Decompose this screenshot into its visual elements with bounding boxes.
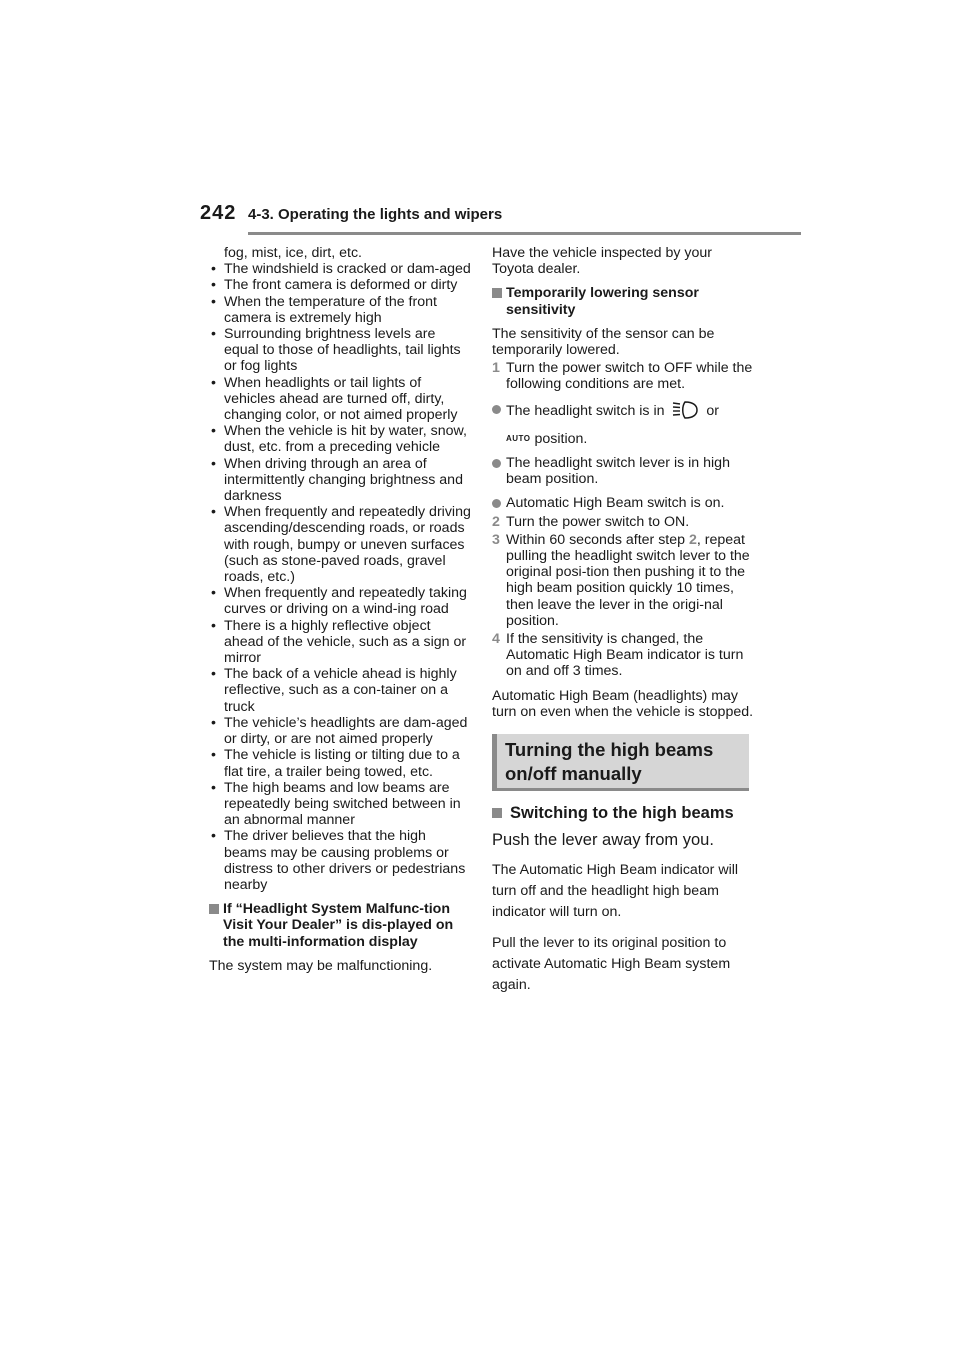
- list-item: • When the temperature of the front camera is extremely high: [211, 293, 437, 326]
- condition-headlight-switch: The headlight switch is in or AUTO position.: [492, 401, 754, 447]
- list-item: • When headlights or tail lights of vehicles ahead are turned off, dirty, changing color, or not aimed properly: [211, 374, 458, 424]
- list-item: • When frequently and repeatedly taking curves or driving on a wind-ing road: [211, 585, 467, 618]
- push-instruction: Push the lever away from you.: [492, 831, 714, 850]
- condition-list: [209, 261, 471, 893]
- circle-bullet-icon: [492, 459, 501, 468]
- step-1: 1 Turn the power switch to OFF while the following conditions are met.: [492, 360, 753, 393]
- list-item: • When frequently and repeatedly driving ascending/descending roads, or roads with rough, bumpy or uneven surfaces (such as stone-paved roads, gravel roads, etc.): [211, 504, 471, 586]
- result-text: The Automatic High Beam indicator will turn off and the headlight high beam indicator will turn on.: [492, 862, 739, 921]
- sensitivity-text: The sensitivity of the sensor can be temporarily lowered.: [492, 325, 715, 359]
- list-item: • When driving through an area of intermittently changing brightness and darkness: [211, 455, 463, 505]
- list-item: • The vehicle is listing or tilting due to a flat tire, a trailer being towed, etc.: [211, 747, 460, 780]
- list-item: • The high beams and low beams are repeatedly being switched between in an abnormal manner: [211, 779, 461, 829]
- step-2: 2 Turn the power switch to ON.: [492, 513, 690, 530]
- right-column: [492, 245, 754, 996]
- list-item: • The driver believes that the high beams may be causing problems or distress to other drivers or pedestrians nearby: [211, 828, 466, 893]
- section-heading-box: Turning the high beams on/off manually: [492, 734, 749, 791]
- list-item: • The windshield is cracked or dam-aged: [211, 261, 471, 278]
- step-3: 3 Within 60 seconds after step 2, repeat pulling the headlight switch lever to the original posi-tion then pushing it to the high beam position quickly 10 times, then leave the lever in the origi-nal position.: [492, 531, 750, 629]
- page-number: 242: [200, 202, 237, 224]
- intro-text: Have the vehicle inspected by your Toyota dealer.: [492, 245, 713, 278]
- left-column: [209, 245, 471, 974]
- pull-text: Pull the lever to its original position to activate Automatic High Beam system again.: [492, 935, 731, 994]
- sensitivity-heading: Temporarily lowering sensor sensitivity: [492, 285, 754, 317]
- circle-bullet-icon: [492, 499, 501, 508]
- continuation-text: fog, mist, ice, dirt, etc.: [224, 245, 362, 261]
- condition-lever-position: The headlight switch lever is in high beam position.: [492, 455, 754, 487]
- malfunction-heading: If “Headlight System Malfunc-tion Visit Your Dealer” is dis-played on the multi-information display: [209, 901, 471, 950]
- list-item: • Surrounding brightness levels are equal to those of headlights, tail lights or fog lights: [211, 326, 461, 375]
- switch-heading: Switching to the high beams: [492, 803, 754, 824]
- headlight-icon: [672, 401, 698, 423]
- step-4: 4 If the sensitivity is changed, the Automatic High Beam indicator is turn on and off 3 times.: [492, 631, 744, 680]
- list-item: • The back of a vehicle ahead is highly reflective, such as a con-tainer on a truck: [211, 666, 457, 715]
- list-item: • When the vehicle is hit by water, snow, dust, etc. from a preceding vehicle: [211, 423, 467, 456]
- note-text: Automatic High Beam (headlights) may turn on even when the vehicle is stopped.: [492, 687, 754, 720]
- list-item: • The vehicle’s headlights are dam-aged or dirty, or are not aimed properly: [211, 714, 468, 748]
- circle-bullet-icon: [492, 405, 501, 414]
- condition-ahb-switch: Automatic High Beam switch is on.: [492, 495, 754, 511]
- section-title: 4-3. Operating the lights and wipers: [248, 206, 503, 223]
- square-bullet-icon: [492, 808, 502, 818]
- square-bullet-icon: [492, 288, 502, 298]
- list-item: • The front camera is deformed or dirty: [211, 277, 458, 294]
- auto-icon: AUTO: [506, 433, 531, 443]
- malfunction-text: The system may be malfunctioning.: [209, 957, 433, 974]
- square-bullet-icon: [209, 904, 219, 914]
- header-rule: [248, 232, 801, 235]
- list-item: • There is a highly reflective object ahead of the vehicle, such as a sign or mirror: [211, 617, 467, 667]
